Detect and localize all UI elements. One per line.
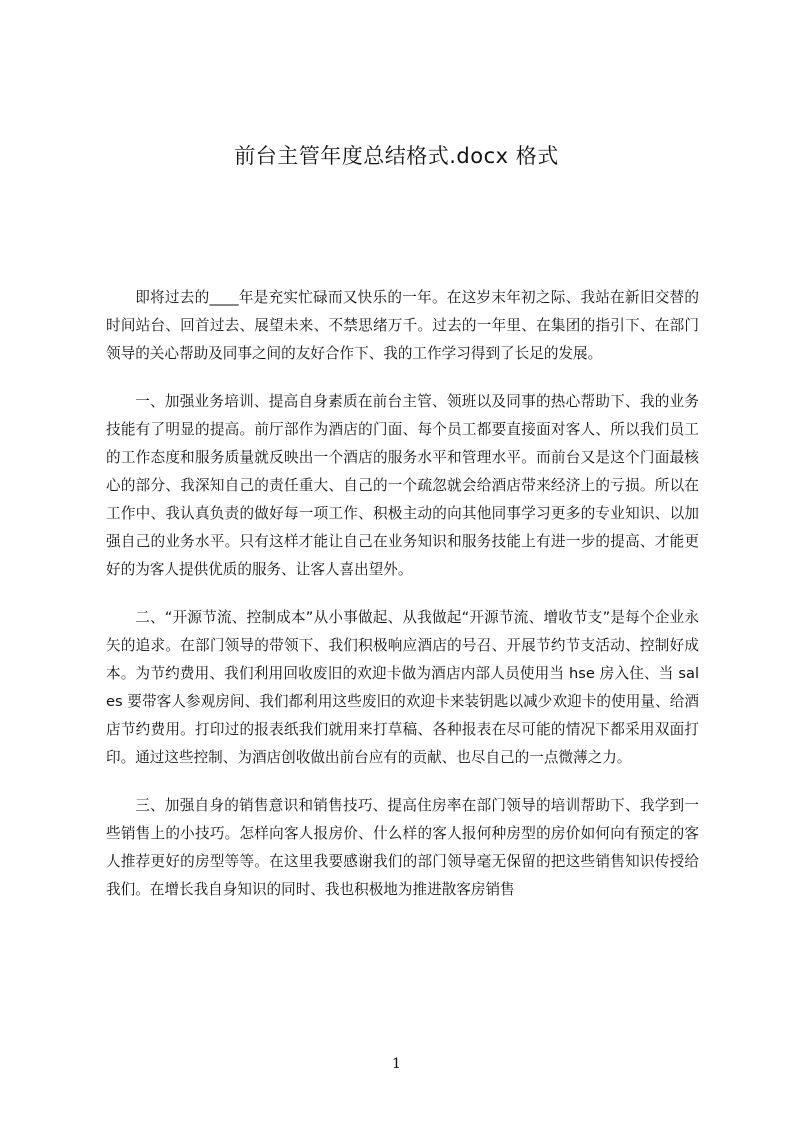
section-1-paragraph: 一、加强业务培训、提高自身素质在前台主管、领班以及同事的热心帮助下、我的业务技能有了明显的提高。前厅部作为酒店的门面、每个员工都要直接面对客人、所以我们员工的工作态度和服务质量就反映出一个酒店的服务水平和管理水平。而前台又是这个门面最核心的部分、我深知自己的责任重大、自己的一个疏忽就会给酒店带来经济上的亏损。所以在工作中、我认真负责的做好每一项工作、积极主动的向其他同事学习更多的专业知识、以加强自己的业务水平。只有这样才能让自己在业务知识和服务技能上有进一步的提高、才能更好的为客人提供优质的服务、让客人喜出望外。 xyxy=(106,393,699,578)
document-title: 前台主管年度总结格式.docx 格式 xyxy=(234,144,559,168)
page-number: 1 xyxy=(392,1056,401,1072)
intro-paragraph: 即将过去的____年是充实忙碌而又快乐的一年。在这岁末年初之际、我站在新旧交替的时间站台、回首过去、展望未来、不禁思绪万千。过去的一年里、在集团的指引下、在部门领导的关心帮助及同事之间的友好合作下、我的工作学习得到了长足的发展。 xyxy=(106,289,699,362)
section-3-paragraph: 三、加强自身的销售意识和销售技巧、提高住房率在部门领导的培训帮助下、我学到一些销售上的小技巧。怎样向客人报房价、什么样的客人报何种房型的房价如何向有预定的客人推荐更好的房型等等。在这里我要感谢我们的部门领导毫无保留的把这些销售知识传授给我们。在增长我自身知识的同时、我也积极地为推进散客房销售 xyxy=(106,797,699,898)
document-body xyxy=(106,284,699,924)
section-2-paragraph: 二、“开源节流、控制成本”从小事做起、从我做起“开源节流、增收节支”是每个企业永矢的追求。在部门领导的带领下、我们积极响应酒店的号召、开展节约节支活动、控制好成本。为节约费用、我们利用回收废旧的欢迎卡做为酒店内部人员使用当 hse 房入住、当 sales 要带客人参观房间、我们都利用这些废旧的欢迎卡来装钥匙以减少欢迎卡的使用量、给酒店节约费用。打印过的报表纸我们就用来打草稿、各种报表在尽可能的情况下都采用双面打印。通过这些控制、为酒店创收做出前台应有的贡献、也尽自己的一点微薄之力。 xyxy=(106,609,699,766)
